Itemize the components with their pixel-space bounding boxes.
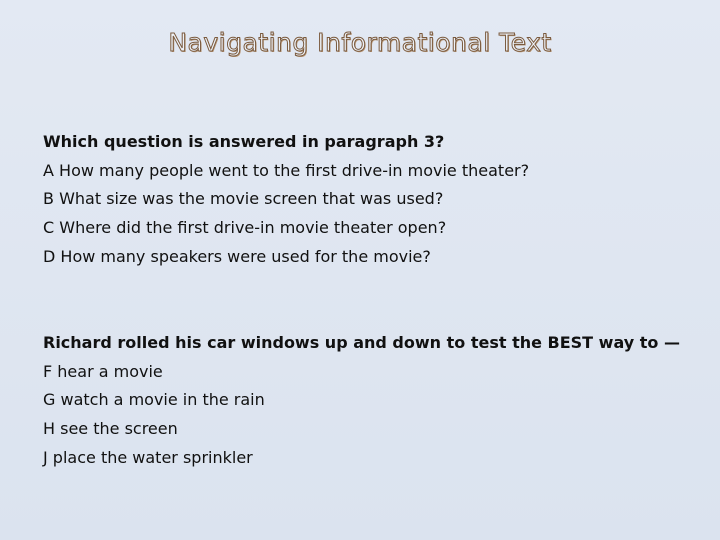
answer-option-d: D How many speakers were used for the movie? <box>43 246 431 266</box>
answer-option-g: G watch a movie in the rain <box>43 390 265 410</box>
answer-option-b: B What size was the movie screen that was used? <box>43 189 444 209</box>
answer-option-j: J place the water sprinkler <box>43 447 253 467</box>
answer-option-c: C Where did the first drive-in movie theater open? <box>43 218 447 238</box>
answer-option-a: A How many people went to the first drive-in movie theater? <box>43 160 530 180</box>
question-1 <box>43 128 683 272</box>
answer-option-h: H see the screen <box>43 419 178 439</box>
question-stem: Which question is answered in paragraph 3? <box>43 132 445 151</box>
question-2 <box>43 329 683 473</box>
answer-option-f: F hear a movie <box>43 361 163 381</box>
slide-title: Navigating Informational Text <box>168 28 552 57</box>
question-stem: Richard rolled his car windows up and down to test the BEST way to — <box>43 333 680 352</box>
